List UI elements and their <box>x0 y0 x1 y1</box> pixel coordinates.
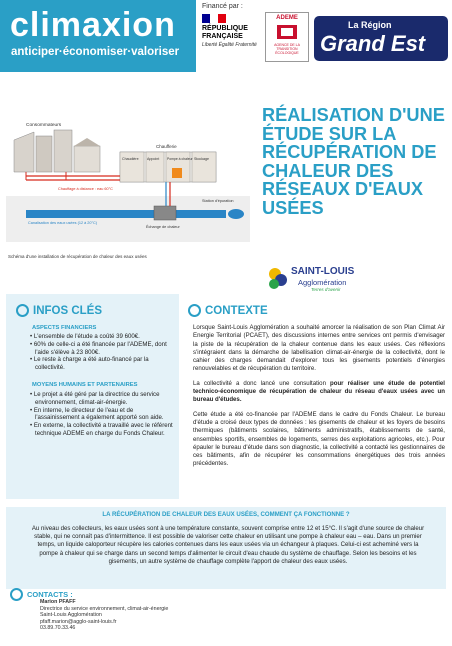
ademe-logo <box>265 12 309 62</box>
financial-heading: ASPECTS FINANCIERS <box>32 325 97 331</box>
infos-section-icon <box>16 304 29 317</box>
climaxion-logo: climaxion <box>10 6 176 44</box>
contact-phone: 03.89.70.33.46 <box>40 625 76 632</box>
contact-role: Directrice du service environnement, climat-air-énergie <box>40 605 169 612</box>
label-station: Station d'épuration <box>202 199 234 203</box>
republic-motto: Liberté Égalité Fraternité <box>202 42 257 48</box>
infos-cles-panel <box>6 294 179 499</box>
ademe-mark-icon <box>277 23 297 41</box>
label-pompe: Pompe à chaleur <box>167 157 193 161</box>
ademe-subtitle: AGENCE DE LA TRANSITION ÉCOLOGIQUE <box>274 43 300 55</box>
ademe-name: ADEME <box>276 15 298 21</box>
list-item: • En interne, le directeur de l'eau et de l'assainissement a également apporté son aide. <box>30 406 164 422</box>
contexte-section-icon <box>188 304 201 317</box>
saint-louis-logo <box>267 265 357 297</box>
financial-list <box>30 333 174 372</box>
label-stockage: Stockage <box>194 157 209 161</box>
financed-by-label: Financé par : <box>202 3 243 10</box>
heat-recovery-diagram <box>6 112 250 252</box>
principe-body: Au niveau des collecteurs, les eaux usées sont à une température constante, souvent comprise entre 12 et 15°C. Il s'agit d'une source de chaleur stable, qui ne connaît pas d'intermittence. Il est possible de valoriser cette chaleur en utilisant une pompe à chaleur eau – eau. Dans un premier temps, un liquide caloporteur récupère les calories contenues dans les eaux usées via un échangeur à plaques. Celui-ci est acheminé vers la pompe à chaleur qui se charge dans un second temps d'alimenter le circuit d'eau chaude du système de chauffage. Selon les besoins et les gisements, un autre système de chauffage complète l'apport de chaleur des eaux usées. <box>31 525 425 565</box>
french-flag-icon <box>202 14 226 23</box>
saint-louis-name: SAINT-LOUIS <box>291 266 355 277</box>
partners-list <box>30 391 174 438</box>
saint-louis-mark-icon <box>267 265 289 291</box>
label-chaudiere: Chaudière <box>122 157 139 161</box>
contact-email[interactable]: pfaff.marion@agglo-saint-louis.fr <box>40 618 117 625</box>
principe-title: LA RÉCUPÉRATION DE CHALEUR DES EAUX USÉES, COMMENT ÇA FONCTIONNE ? <box>102 511 350 518</box>
list-item: • Le projet a été géré par la directrice du service environnement, climat-air-énergie. <box>30 391 160 406</box>
list-item: • En externe, la collectivité a travaillé avec le référent technique ADEME en charge du Fonds Chaleur. <box>30 422 173 437</box>
infos-title: INFOS CLÉS <box>33 305 103 317</box>
diagram-caption: Schéma d'une installation de récupération de chaleur des eaux usées <box>8 254 147 259</box>
label-chauffage: Chauffage à distance : eau 60°C <box>58 187 113 191</box>
contexte-paragraph-2: La collectivité a donc lancé une consultation pour réaliser une étude de potentiel technico-économique de récupération de chaleur du réseau d'eaux usées avec un bureau d'études. <box>193 379 445 404</box>
climaxion-tagline: anticiper·économiser·valoriser <box>11 46 180 58</box>
label-appoint: Appoint <box>147 157 160 161</box>
label-canalisation: Canalisation des eaux usées (12 à 20°C) <box>28 221 98 225</box>
principe-panel <box>6 507 446 589</box>
contacts-body <box>40 599 168 632</box>
label-echange: Échange de chaleur <box>146 225 180 229</box>
saint-louis-tag: Terres d'avenir <box>311 287 341 292</box>
contexte-paragraph-1: Lorsque Saint-Louis Agglomération a souhaité amorcer la réalisation de son Plan Climat Air Energie Territorial (PCAET), des discussions internes entre services ont permis d'envisager la piste de la récupération de la chaleur contenue dans les eaux usées. Ces réflexions s'intégraient dans la démarche de labellisation climat-air-énergie de la collectivité, dont le cahier des charges demandait d'explorer tous les gisements potentiels d'énergies renouvelables et de récupération du territoire. <box>193 324 445 373</box>
contexte-paragraph-3: Cette étude a été co-financée par l'ADEME dans le cadre du Fonds Chaleur. Le bureau d'étude a croisé deux types de données : les gisements de chaleur et les foyers de besoins thermiques (bâtiments scolaires, bâtiments administratifs, établissements de santé, ensembles sportifs, ensembles de logements, serres des exploitations agricoles, etc.). Pour épauler le bureau d'étude dans son diagnostic, la collectivité a contacté les gestionnaires de ces bâtiments, afin de récupérer les consommations énergétiques des trois années précédentes. <box>193 410 445 468</box>
label-consommateurs: Consommateurs <box>26 123 62 128</box>
contacts-section-icon <box>10 588 23 601</box>
contacts-title: CONTACTS : <box>27 590 73 599</box>
republique-francaise-logo: RÉPUBLIQUE FRANÇAISE <box>202 25 248 40</box>
page-title: RÉALISATION D'UNE ÉTUDE SUR LA RÉCUPÉRATION DE CHALEUR DES RÉSEAUX D'EAUX USÉES <box>262 105 445 218</box>
region-name: Grand Est <box>320 31 426 56</box>
label-chaufferie: Chaufferie <box>156 144 177 149</box>
list-item: • 60% de celle-ci a été financée par l'ADEME, dont l'aide s'élève à 23 800€. <box>30 340 167 356</box>
partners-heading: MOYENS HUMAINS ET PARTENAIRES <box>32 382 138 388</box>
region-grand-est-logo <box>314 16 448 61</box>
contact-name: Marion PFAFF <box>40 599 76 605</box>
region-label: La Région <box>348 20 392 30</box>
contact-org: Saint-Louis Agglomération <box>40 612 102 619</box>
contexte-title: CONTEXTE <box>205 305 268 317</box>
contexte-body <box>193 324 445 475</box>
list-item: • Le reste à charge a été auto-financé par la collectivité. <box>30 356 149 372</box>
saint-louis-sub: Agglomération <box>298 278 347 287</box>
list-item: • L'ensemble de l'étude a coûté 39 600€. <box>30 333 140 340</box>
